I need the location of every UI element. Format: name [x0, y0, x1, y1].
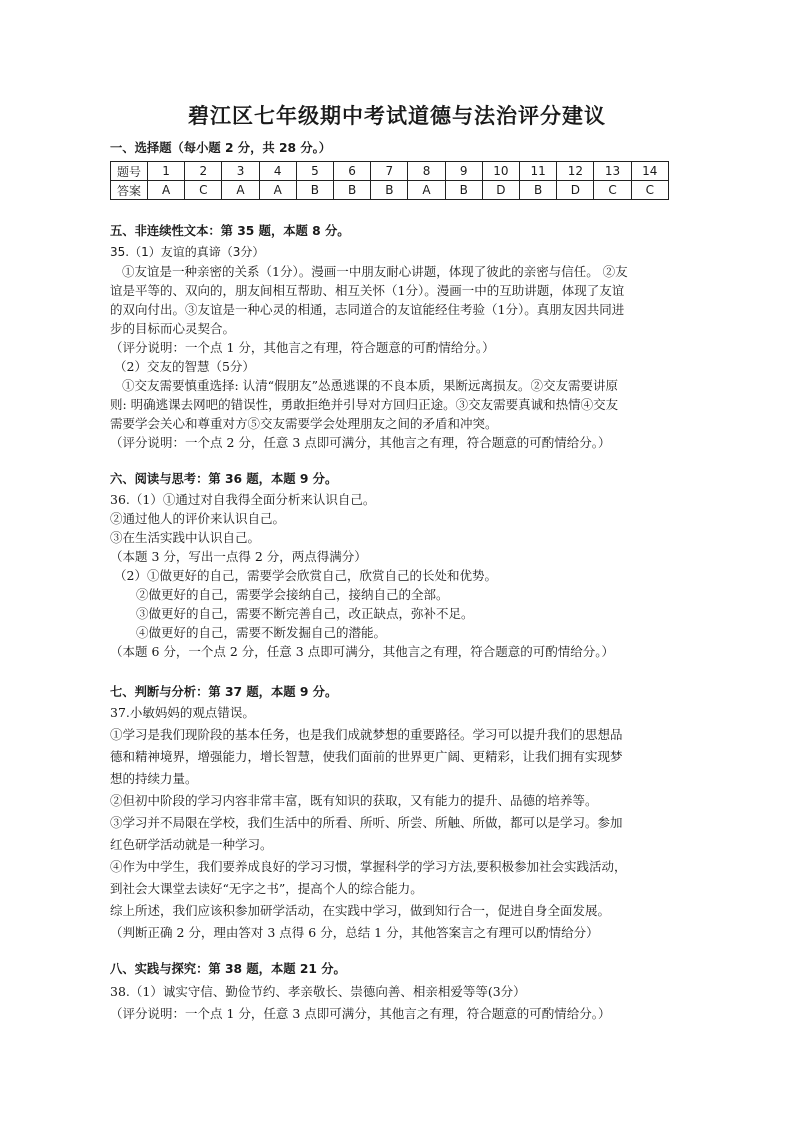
table-cell: 2 — [185, 162, 222, 181]
paragraph-line: （评分说明：一个点 2 分，任意 3 点即可满分，其他言之有理，符合题意的可酌情给分。） — [110, 435, 611, 450]
paragraph-line: ②但初中阶段的学习内容非常丰富，既有知识的获取，又有能力的提升、品德的培养等。 — [110, 793, 598, 808]
table-cell: A — [148, 181, 185, 200]
table-cell: 8 — [408, 162, 445, 181]
table-cell: 9 — [445, 162, 482, 181]
table-cell: C — [631, 181, 668, 200]
table-cell: 5 — [296, 162, 333, 181]
table-cell: B — [371, 181, 408, 200]
table-cell: B — [520, 181, 557, 200]
section-heading-choice: 一、选择题（每小题 2 分，共 28 分。） — [110, 141, 332, 155]
paragraph-line: （判断正确 2 分，理由答对 3 点得 6 分，总结 1 分，其他答案言之有理可以酌情给分） — [110, 925, 599, 940]
paragraph-line: ②通过他人的评价来认识自己。 — [110, 511, 286, 526]
paragraph-line: （评分说明：一个点 1 分，任意 3 点即可满分，其他言之有理，符合题意的可酌情给分。） — [110, 1006, 611, 1021]
table-cell: 11 — [520, 162, 557, 181]
paragraph-line: ①学习是我们现阶段的基本任务，也是我们成就梦想的重要路径。学习可以提升我们的思想品 — [110, 727, 623, 742]
table-cell: 12 — [557, 162, 594, 181]
paragraph-line: ①交友需要慎重选择: 认清“假朋友”怂恿逃课的不良本质，果断远离损友。②交友需要讲原 — [122, 378, 618, 393]
paragraph-line: ③做更好的自己，需要不断完善自己，改正缺点，弥补不足。 — [136, 606, 474, 621]
table-row-answers — [111, 181, 669, 200]
row-label-question: 题号 — [111, 162, 148, 181]
table-cell: B — [334, 181, 371, 200]
paragraph-line: ③学习并不局限在学校，我们生活中的所看、所听、所尝、所触、所做，都可以是学习。参加 — [110, 815, 623, 830]
paragraph-line: 则: 明确逃课去网吧的错误性，勇敢拒绝并引导对方回归正途。③交友需要真诚和热情④交友 — [110, 397, 619, 412]
section-heading-practice: 八、实践与探究：第 38 题，本题 21 分。 — [110, 962, 346, 976]
table-cell: A — [259, 181, 296, 200]
paragraph-line: 35.（1）友谊的真谛（3分） — [110, 245, 265, 259]
paragraph-line: 综上所述，我们应该积参加研学活动，在实践中学习，做到知行合一，促进自身全面发展。 — [110, 903, 611, 918]
paragraph-line: （本题 3 分，写出一点得 2 分，两点得满分） — [110, 549, 367, 564]
table-cell: B — [296, 181, 333, 200]
section-heading-judgement: 七、判断与分析：第 37 题，本题 9 分。 — [110, 685, 338, 699]
section-heading-reading: 六、阅读与思考：第 36 题，本题 9 分。 — [110, 472, 338, 486]
table-cell: 3 — [222, 162, 259, 181]
paragraph-line: 步的目标而心灵契合。 — [110, 321, 236, 336]
table-cell: 4 — [259, 162, 296, 181]
table-cell: 10 — [482, 162, 519, 181]
paragraph-line: （2）交友的智慧（5分） — [114, 359, 255, 374]
table-cell: C — [594, 181, 631, 200]
table-cell: D — [482, 181, 519, 200]
paragraph-line: ④作为中学生，我们要养成良好的学习习惯，掌握科学的学习方法,要积极参加社会实践活动， — [110, 859, 627, 874]
table-cell: A — [222, 181, 259, 200]
paragraph-line: 需要学会关心和尊重对方⑤交友需要学会处理朋友之间的矛盾和冲突。 — [110, 416, 498, 431]
paragraph-line: 谊是平等的、双向的，朋友间相互帮助、相互关怀（1分）。漫画一中的互助讲题，体现了友谊 — [110, 283, 625, 298]
table-cell: A — [408, 181, 445, 200]
paragraph-line: （2）①做更好的自己，需要学会欣赏自己，欣赏自己的长处和优势。 — [114, 568, 497, 583]
paragraph-line: ④做更好的自己，需要不断发掘自己的潜能。 — [136, 625, 387, 640]
paragraph-line: ③在生活实践中认识自己。 — [110, 530, 261, 545]
table-cell: 1 — [148, 162, 185, 181]
paragraph-line: 想的持续力量。 — [110, 771, 198, 786]
table-cell: 13 — [594, 162, 631, 181]
paragraph-line: （评分说明：一个点 1 分，其他言之有理，符合题意的可酌情给分。） — [110, 340, 495, 355]
table-row-numbers — [111, 162, 669, 181]
paragraph-line: 红色研学活动就是一种学习。 — [110, 837, 273, 852]
section-heading-text: 五、非连续性文本：第 35 题，本题 8 分。 — [110, 224, 350, 238]
table-cell: D — [557, 181, 594, 200]
table-cell: 6 — [334, 162, 371, 181]
paragraph-line: ②做更好的自己，需要学会接纳自己，接纳自己的全部。 — [136, 587, 449, 602]
paragraph-line: ①友谊是一种亲密的关系（1分）。漫画一中朋友耐心讲题，体现了彼此的亲密与信任。 ②友 — [122, 264, 628, 279]
table-cell: C — [185, 181, 222, 200]
table-cell: 14 — [631, 162, 668, 181]
answer-table — [110, 161, 669, 200]
paragraph-line: （本题 6 分，一个点 2 分，任意 3 点即可满分，其他言之有理，符合题意的可酌情给分。） — [110, 644, 614, 659]
page-title: 碧江区七年级期中考试道德与法治评分建议 — [188, 103, 606, 128]
paragraph-line: 36.（1）①通过对自我得全面分析来认识自己。 — [110, 492, 376, 507]
paragraph-line: 的双向付出。③友谊是一种心灵的相通，志同道合的友谊能经住考验（1分）。真朋友因共同进 — [110, 302, 625, 317]
row-label-answer: 答案 — [111, 181, 148, 200]
paragraph-line: 到社会大课堂去读好“无字之书”，提高个人的综合能力。 — [110, 881, 423, 896]
paragraph-line: 38.（1）诚实守信、勤俭节约、孝亲敬长、崇德向善、相亲相爱等等(3分） — [110, 984, 526, 999]
table-cell: B — [445, 181, 482, 200]
table-cell: 7 — [371, 162, 408, 181]
paragraph-line: 德和精神境界，增强能力，增长智慧，使我们面前的世界更广阔、更精彩，让我们拥有实现梦 — [110, 749, 623, 764]
paragraph-line: 37.小敏妈妈的观点错误。 — [110, 705, 255, 720]
